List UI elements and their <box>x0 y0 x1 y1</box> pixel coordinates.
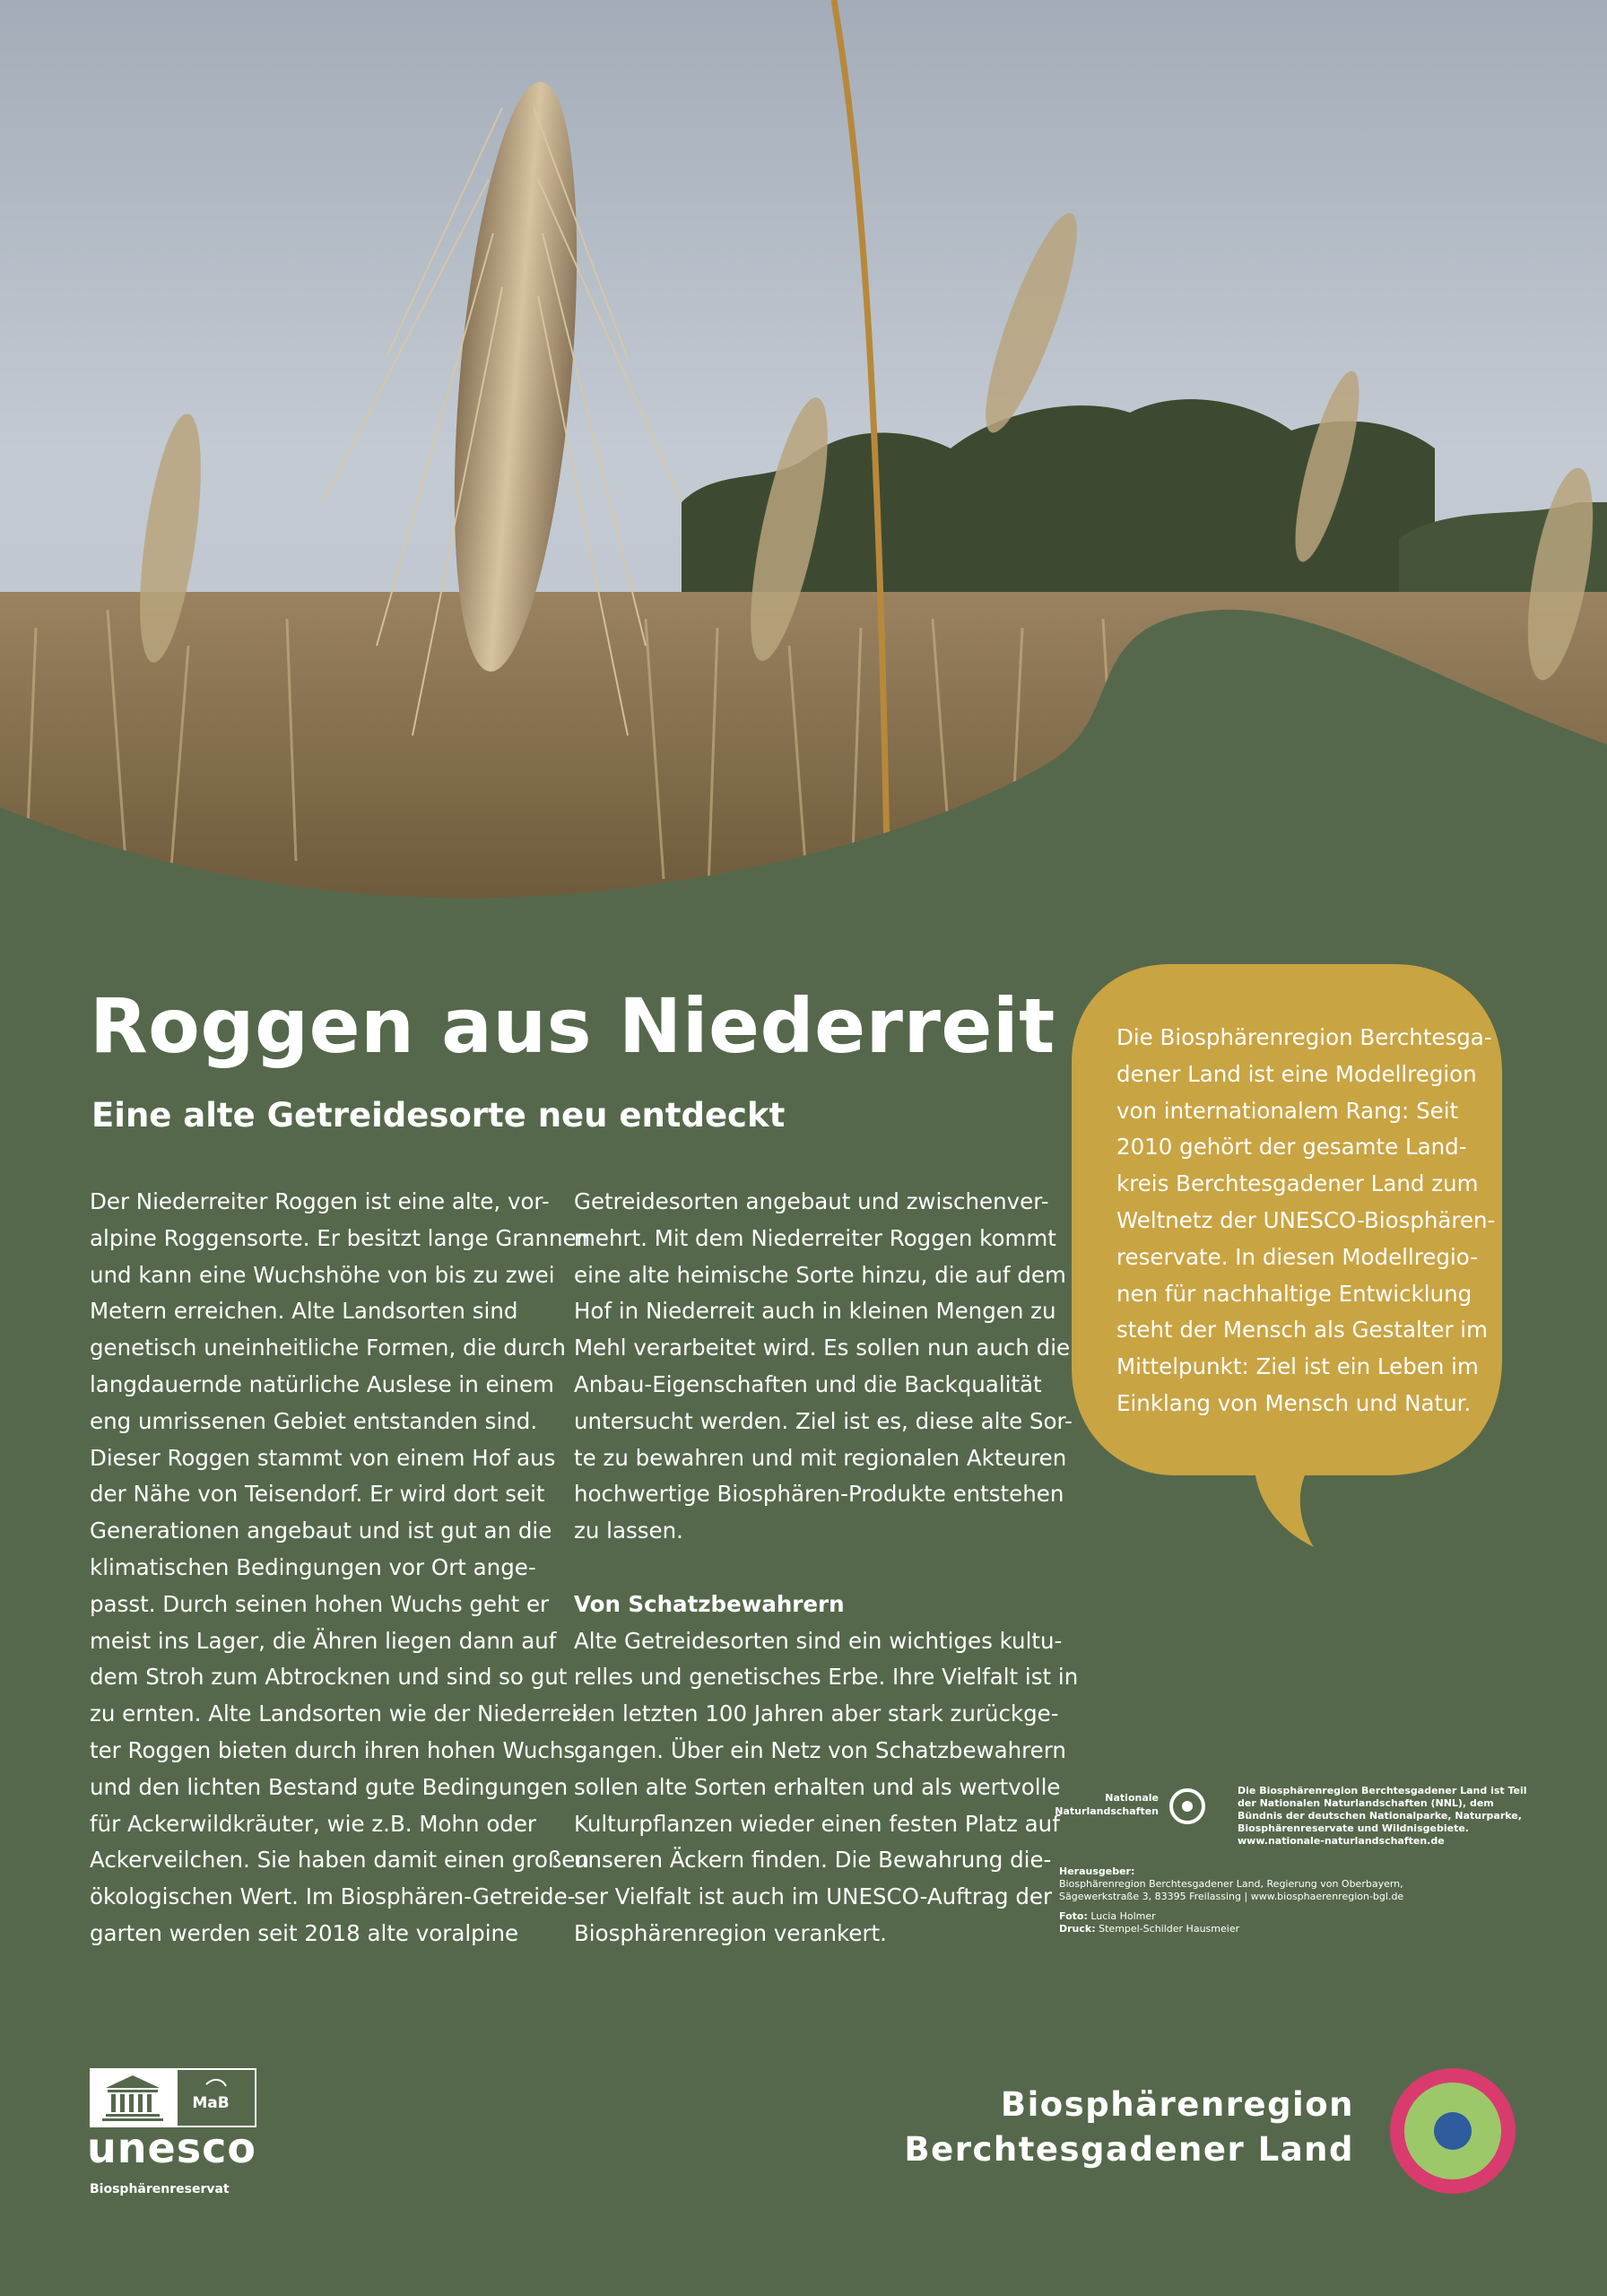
body-line: Kulturpflanzen wieder einen festen Platz auf <box>574 1810 1060 1837</box>
page-title: Roggen aus Niederreit <box>90 982 1055 1070</box>
body-line: garten werden seit 2018 alte voralpine <box>90 1919 519 1946</box>
body-line: alpine Roggensorte. Er besitzt lange Grannen <box>90 1224 591 1251</box>
body-line: Dieser Roggen stammt von einem Hof aus <box>90 1444 556 1471</box>
bubble-line: Einklang von Mensch und Natur. <box>1116 1389 1472 1416</box>
unesco-logo <box>90 2068 256 2127</box>
info-bubble-text <box>1116 1020 1495 1422</box>
photo-credit: Lucia Holmer <box>1090 1910 1156 1922</box>
unesco-subtitle: Biosphärenreservat <box>90 2182 230 2196</box>
body-line: eine alte heimische Sorte hinzu, die auf dem <box>574 1261 1066 1288</box>
body-line: und kann eine Wuchshöhe von bis zu zwei <box>90 1261 555 1288</box>
body-line: hochwertige Biosphären-Produkte entstehen <box>574 1481 1064 1508</box>
body-line: Alte Getreidesorten sind ein wichtiges kultu- <box>574 1627 1063 1654</box>
nnl-line: der Nationalen Naturlandschaften (NNL), dem <box>1238 1797 1494 1809</box>
body-line: und den lichten Bestand gute Bedingungen <box>90 1773 569 1800</box>
unesco-wordmark: unesco <box>87 2124 256 2172</box>
body-line: passt. Durch seinen hohen Wuchs geht er <box>90 1590 550 1617</box>
info-bubble <box>1072 964 1502 1556</box>
body-line: der Nähe von Teisendorf. Er wird dort seit <box>90 1481 545 1508</box>
body-line: langdauernde natürliche Auslese in einem <box>90 1370 554 1397</box>
nationale-naturlandschaften-icon <box>1168 1787 1207 1826</box>
body-line: meist ins Lager, die Ähren liegen dann auf <box>90 1627 557 1654</box>
biosphaerenregion-circle-logo <box>1388 2066 1517 2196</box>
body-line: genetisch uneinheitliche Formen, die durch <box>90 1335 566 1361</box>
nnl-line: Die Biosphärenregion Berchtesgadener Land ist Teil <box>1238 1785 1527 1796</box>
body-line: gangen. Über ein Netz von Schatzbewahrern <box>574 1736 1066 1763</box>
body-line: Hof in Niederreit auch in kleinen Mengen zu <box>574 1298 1056 1325</box>
page-subtitle: Eine alte Getreidesorte neu entdeckt <box>91 1096 786 1135</box>
bubble-line: Die Biosphärenregion Berchtesga- <box>1116 1024 1492 1050</box>
body-line: dem Stroh zum Abtrocknen und sind so gut <box>90 1664 568 1691</box>
body-line: für Ackerwildkräuter, wie z.B. Mohn oder <box>90 1810 537 1837</box>
print-credit: Stempel-Schilder Hausmeier <box>1099 1923 1240 1935</box>
body-line: Anbau-Eigenschaften und die Backqualität <box>574 1370 1042 1397</box>
body-line: eng umrissenen Gebiet entstanden sind. <box>90 1407 538 1434</box>
hero-photo <box>0 0 1607 906</box>
body-line: ökologischen Wert. Im Biosphären-Getreide- <box>90 1883 576 1910</box>
body-line: klimatischen Bedingungen vor Ort ange- <box>90 1553 536 1580</box>
biosphaerenregion-name-line: Berchtesgadener Land <box>904 2130 1354 2169</box>
body-column-1 <box>90 1184 591 1952</box>
body-line: Biosphärenregion verankert. <box>574 1919 887 1946</box>
bubble-line: steht der Mensch als Gestalter im <box>1116 1317 1488 1344</box>
body-line: sollen alte Sorten erhalten und als wertvolle <box>574 1773 1061 1800</box>
nnl-label-line: Nationale <box>1105 1792 1159 1804</box>
bubble-line: Weltnetz der UNESCO-Biosphären- <box>1116 1206 1496 1233</box>
bubble-line: 2010 gehört der gesamte Land- <box>1116 1134 1467 1161</box>
body-line: ser Vielfalt ist auch im UNESCO-Auftrag der <box>574 1883 1053 1910</box>
publisher-line: Sägewerkstraße 3, 83395 Freilassing | www.biosphaerenregion-bgl.de <box>1059 1891 1404 1902</box>
section-heading: Von Schatzbewahrern <box>574 1590 845 1617</box>
mab-logo-text: MaB <box>192 2094 230 2112</box>
body-line: untersucht werden. Ziel ist es, diese alte Sor- <box>574 1407 1073 1434</box>
print-label: Druck: <box>1059 1923 1096 1935</box>
bubble-line: kreis Berchtesgadener Land zum <box>1116 1170 1479 1197</box>
bubble-line: reservate. In diesen Modellregio- <box>1116 1243 1479 1270</box>
body-line: Der Niederreiter Roggen ist eine alte, vor- <box>90 1188 550 1214</box>
body-line: Mehl verarbeitet wird. Es sollen nun auch die <box>574 1335 1071 1361</box>
body-line: mehrt. Mit dem Niederreiter Roggen kommt <box>574 1224 1056 1251</box>
nnl-line: Bündnis der deutschen Nationalparke, Naturparke, <box>1238 1810 1522 1822</box>
body-line: Generationen angebaut und ist gut an die <box>90 1518 552 1544</box>
nnl-description <box>1238 1785 1527 1848</box>
bubble-line: von internationalem Rang: Seit <box>1116 1097 1459 1124</box>
photo-label: Foto: <box>1059 1910 1088 1922</box>
body-line: Ackerveilchen. Sie haben damit einen großen <box>90 1847 589 1874</box>
nnl-website-link[interactable]: www.nationale-naturlandschaften.de <box>1238 1835 1445 1847</box>
nnl-label <box>1031 1791 1159 1818</box>
body-line: den letzten 100 Jahren aber stark zurückge- <box>574 1700 1059 1727</box>
bubble-line: Mittelpunkt: Ziel ist ein Leben im <box>1116 1353 1479 1380</box>
publisher-label: Herausgeber: <box>1059 1866 1135 1877</box>
biosphaerenregion-name <box>904 2083 1354 2172</box>
publisher-line: Biosphärenregion Berchtesgadener Land, Regierung von Oberbayern, <box>1059 1878 1403 1890</box>
nnl-label-line: Naturlandschaften <box>1055 1805 1159 1817</box>
body-line: zu ernten. Alte Landsorten wie der Niederrei- <box>90 1700 586 1727</box>
nnl-line: Biosphärenreservate und Wildnisgebiete. <box>1238 1822 1469 1834</box>
biosphaerenregion-name-line: Biosphärenregion <box>1000 2085 1354 2124</box>
body-line: Getreidesorten angebaut und zwischenver- <box>574 1188 1049 1214</box>
body-line: relles und genetisches Erbe. Ihre Vielfalt ist in <box>574 1664 1079 1691</box>
body-line: Metern erreichen. Alte Landsorten sind <box>90 1298 518 1325</box>
body-line: ter Roggen bieten durch ihren hohen Wuchs <box>90 1736 576 1763</box>
bubble-line: dener Land ist eine Modellregion <box>1116 1060 1477 1087</box>
body-line: te zu bewahren und mit regionalen Akteuren <box>574 1444 1067 1471</box>
paragraph-gap <box>574 1550 1040 1587</box>
body-line: unseren Äckern finden. Die Bewahrung die- <box>574 1847 1052 1874</box>
credits <box>1059 1866 1403 1935</box>
body-line: zu lassen. <box>574 1518 683 1544</box>
bubble-line: nen für nachhaltige Entwicklung <box>1116 1280 1472 1307</box>
